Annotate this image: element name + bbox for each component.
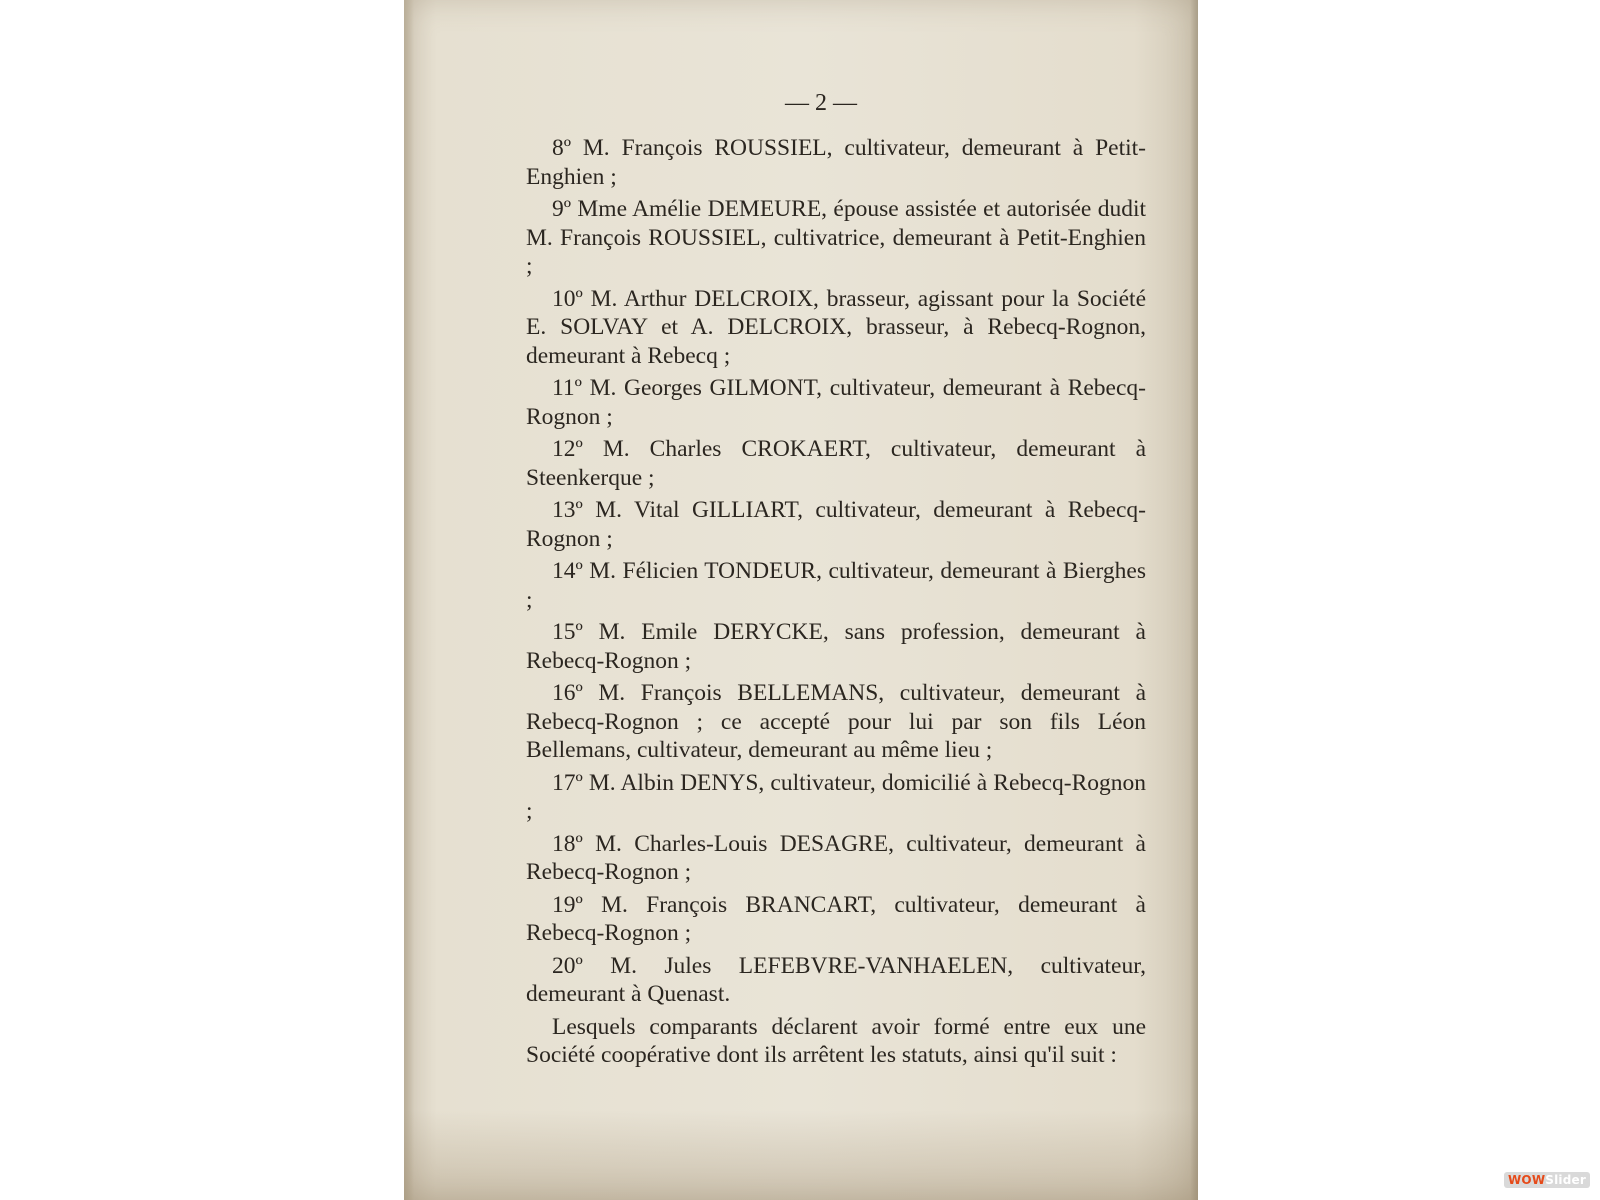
paragraph-17: 17º M. Albin DENYS, cultivateur, domicilié à Rebecq-Rognon ; — [526, 769, 1146, 824]
paragraph-15: 15º M. Emile DERYCKE, sans profession, demeurant à Rebecq-Rognon ; — [526, 619, 1146, 674]
paragraph-12: 12º M. Charles CROKAERT, cultivateur, demeurant à Steenkerque ; — [526, 436, 1146, 491]
paragraph-8: 8º M. François ROUSSIEL, cultivateur, demeurant à Petit-Enghien ; — [526, 135, 1146, 190]
paragraph-16: 16º M. François BELLEMANS, cultivateur, demeurant à Rebecq-Rognon ; ce accepté pour lui par son fils Léon Bellemans, cultivateur, demeurant au même lieu ; — [526, 680, 1146, 763]
paragraph-18: 18º M. Charles-Louis DESAGRE, cultivateur, demeurant à Rebecq-Rognon ; — [526, 830, 1146, 885]
page-edge-left — [404, 0, 414, 1200]
page-number: — 2 — — [785, 90, 857, 116]
watermark-part1: WOW — [1508, 1173, 1546, 1187]
document-page — [404, 0, 1198, 1200]
paragraph-11: 11º M. Georges GILMONT, cultivateur, demeurant à Rebecq-Rognon ; — [526, 375, 1146, 430]
paragraph-20: 20º M. Jules LEFEBVRE-VANHAELEN, cultivateur, demeurant à Quenast. — [526, 952, 1146, 1007]
paragraph-13: 13º M. Vital GILLIART, cultivateur, demeurant à Rebecq-Rognon ; — [526, 497, 1146, 552]
watermark-part2: Slider — [1545, 1173, 1586, 1187]
document-body — [526, 134, 1146, 1074]
slider-watermark-logo — [1504, 1172, 1590, 1188]
paragraph-14: 14º M. Félicien TONDEUR, cultivateur, demeurant à Bierghes ; — [526, 558, 1146, 613]
closing-paragraph: Lesquels comparants déclarent avoir formé entre eux une Société coopérative dont ils arrêtent les statuts, ainsi qu'il suit : — [526, 1013, 1146, 1068]
page-edge-right — [1190, 0, 1198, 1200]
paragraph-10: 10º M. Arthur DELCROIX, brasseur, agissant pour la Société E. SOLVAY et A. DELCROIX, brasseur, à Rebecq-Rognon, demeurant à Rebecq ; — [526, 285, 1146, 369]
page-wear — [404, 1110, 1198, 1200]
paragraph-19: 19º M. François BRANCART, cultivateur, demeurant à Rebecq-Rognon ; — [526, 891, 1146, 946]
paragraph-9: 9º Mme Amélie DEMEURE, épouse assistée et autorisée dudit M. François ROUSSIEL, cultivatrice, demeurant à Petit-Enghien ; — [526, 196, 1146, 279]
